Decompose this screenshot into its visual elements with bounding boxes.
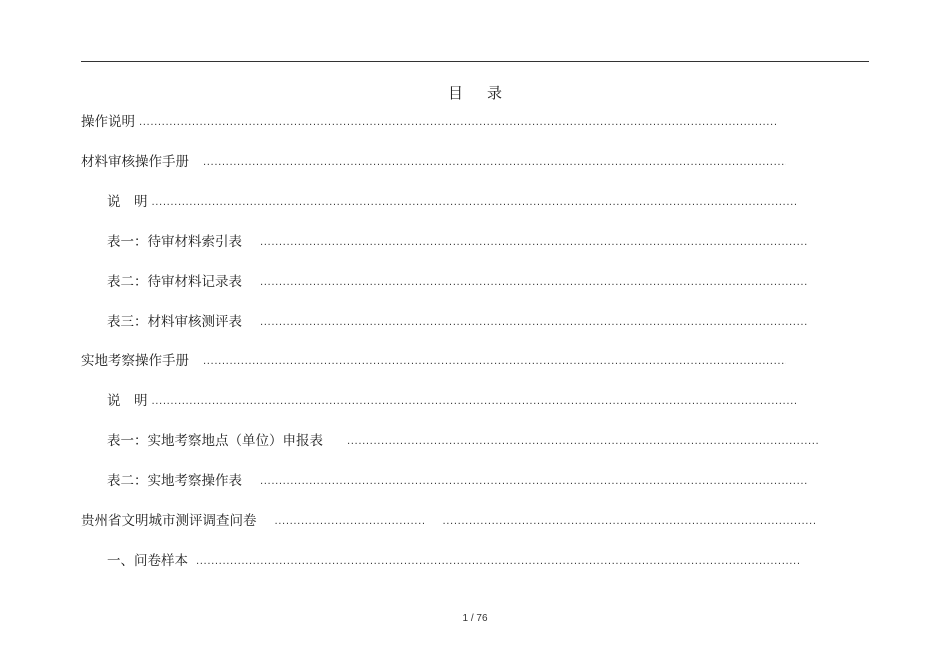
dot-leader <box>260 471 808 491</box>
toc-entry-label: 表二：待审材料记录表 <box>107 274 242 290</box>
dot-leader <box>139 112 778 132</box>
toc-title <box>0 82 950 103</box>
dot-leader <box>275 511 425 531</box>
toc-entry-table1-index[interactable] <box>107 232 808 252</box>
toc-entry-label: 说 明 <box>107 393 148 409</box>
toc-entry-table2-record[interactable] <box>107 272 808 292</box>
toc-entry-field-table1-declaration[interactable] <box>107 431 818 451</box>
dot-leader <box>443 511 818 531</box>
dot-leader <box>260 272 808 292</box>
toc-entry-field-table2-operation[interactable] <box>107 471 808 491</box>
toc-entry-survey-questionnaire[interactable] <box>81 511 817 531</box>
dot-leader <box>152 391 798 411</box>
toc-entry-table3-evaluation[interactable] <box>107 312 808 332</box>
dot-leader <box>196 551 801 571</box>
toc-entry-label: 实地考察操作手册 <box>81 353 189 369</box>
toc-entry-label: 表一：实地考察地点（单位）申报表 <box>107 433 323 449</box>
toc-entry-label: 表二：实地考察操作表 <box>107 473 242 489</box>
dot-leader <box>260 232 808 252</box>
toc-entry-label: 材料审核操作手册 <box>81 154 189 170</box>
toc-title-char-2: 录 <box>487 84 503 102</box>
toc-entry-label: 说 明 <box>107 194 148 210</box>
dot-leader <box>152 192 798 212</box>
toc-entry-field-inspection-manual[interactable] <box>81 351 786 371</box>
toc-entry-label: 一、问卷样本 <box>107 553 188 569</box>
toc-entry-label: 表三：材料审核测评表 <box>107 314 242 330</box>
dot-leader <box>347 431 818 451</box>
toc-entry-explanation-1[interactable] <box>107 192 797 212</box>
toc-entry-questionnaire-sample[interactable] <box>107 551 801 571</box>
dot-leader <box>203 152 786 172</box>
dot-leader <box>260 312 808 332</box>
toc-entry-operation-notes[interactable] <box>81 112 778 132</box>
header-rule <box>81 61 869 62</box>
toc-entry-label: 贵州省文明城市测评调查问卷 <box>81 513 257 529</box>
toc-entry-explanation-2[interactable] <box>107 391 797 411</box>
toc-title-char-1: 目 <box>447 84 463 102</box>
toc-entry-material-review-manual[interactable] <box>81 152 786 172</box>
dot-leader <box>203 351 786 371</box>
toc-entry-label: 表一：待审材料索引表 <box>107 234 242 250</box>
page-number: 1 / 76 <box>462 613 488 624</box>
toc-entry-label: 操作说明 <box>81 114 135 130</box>
